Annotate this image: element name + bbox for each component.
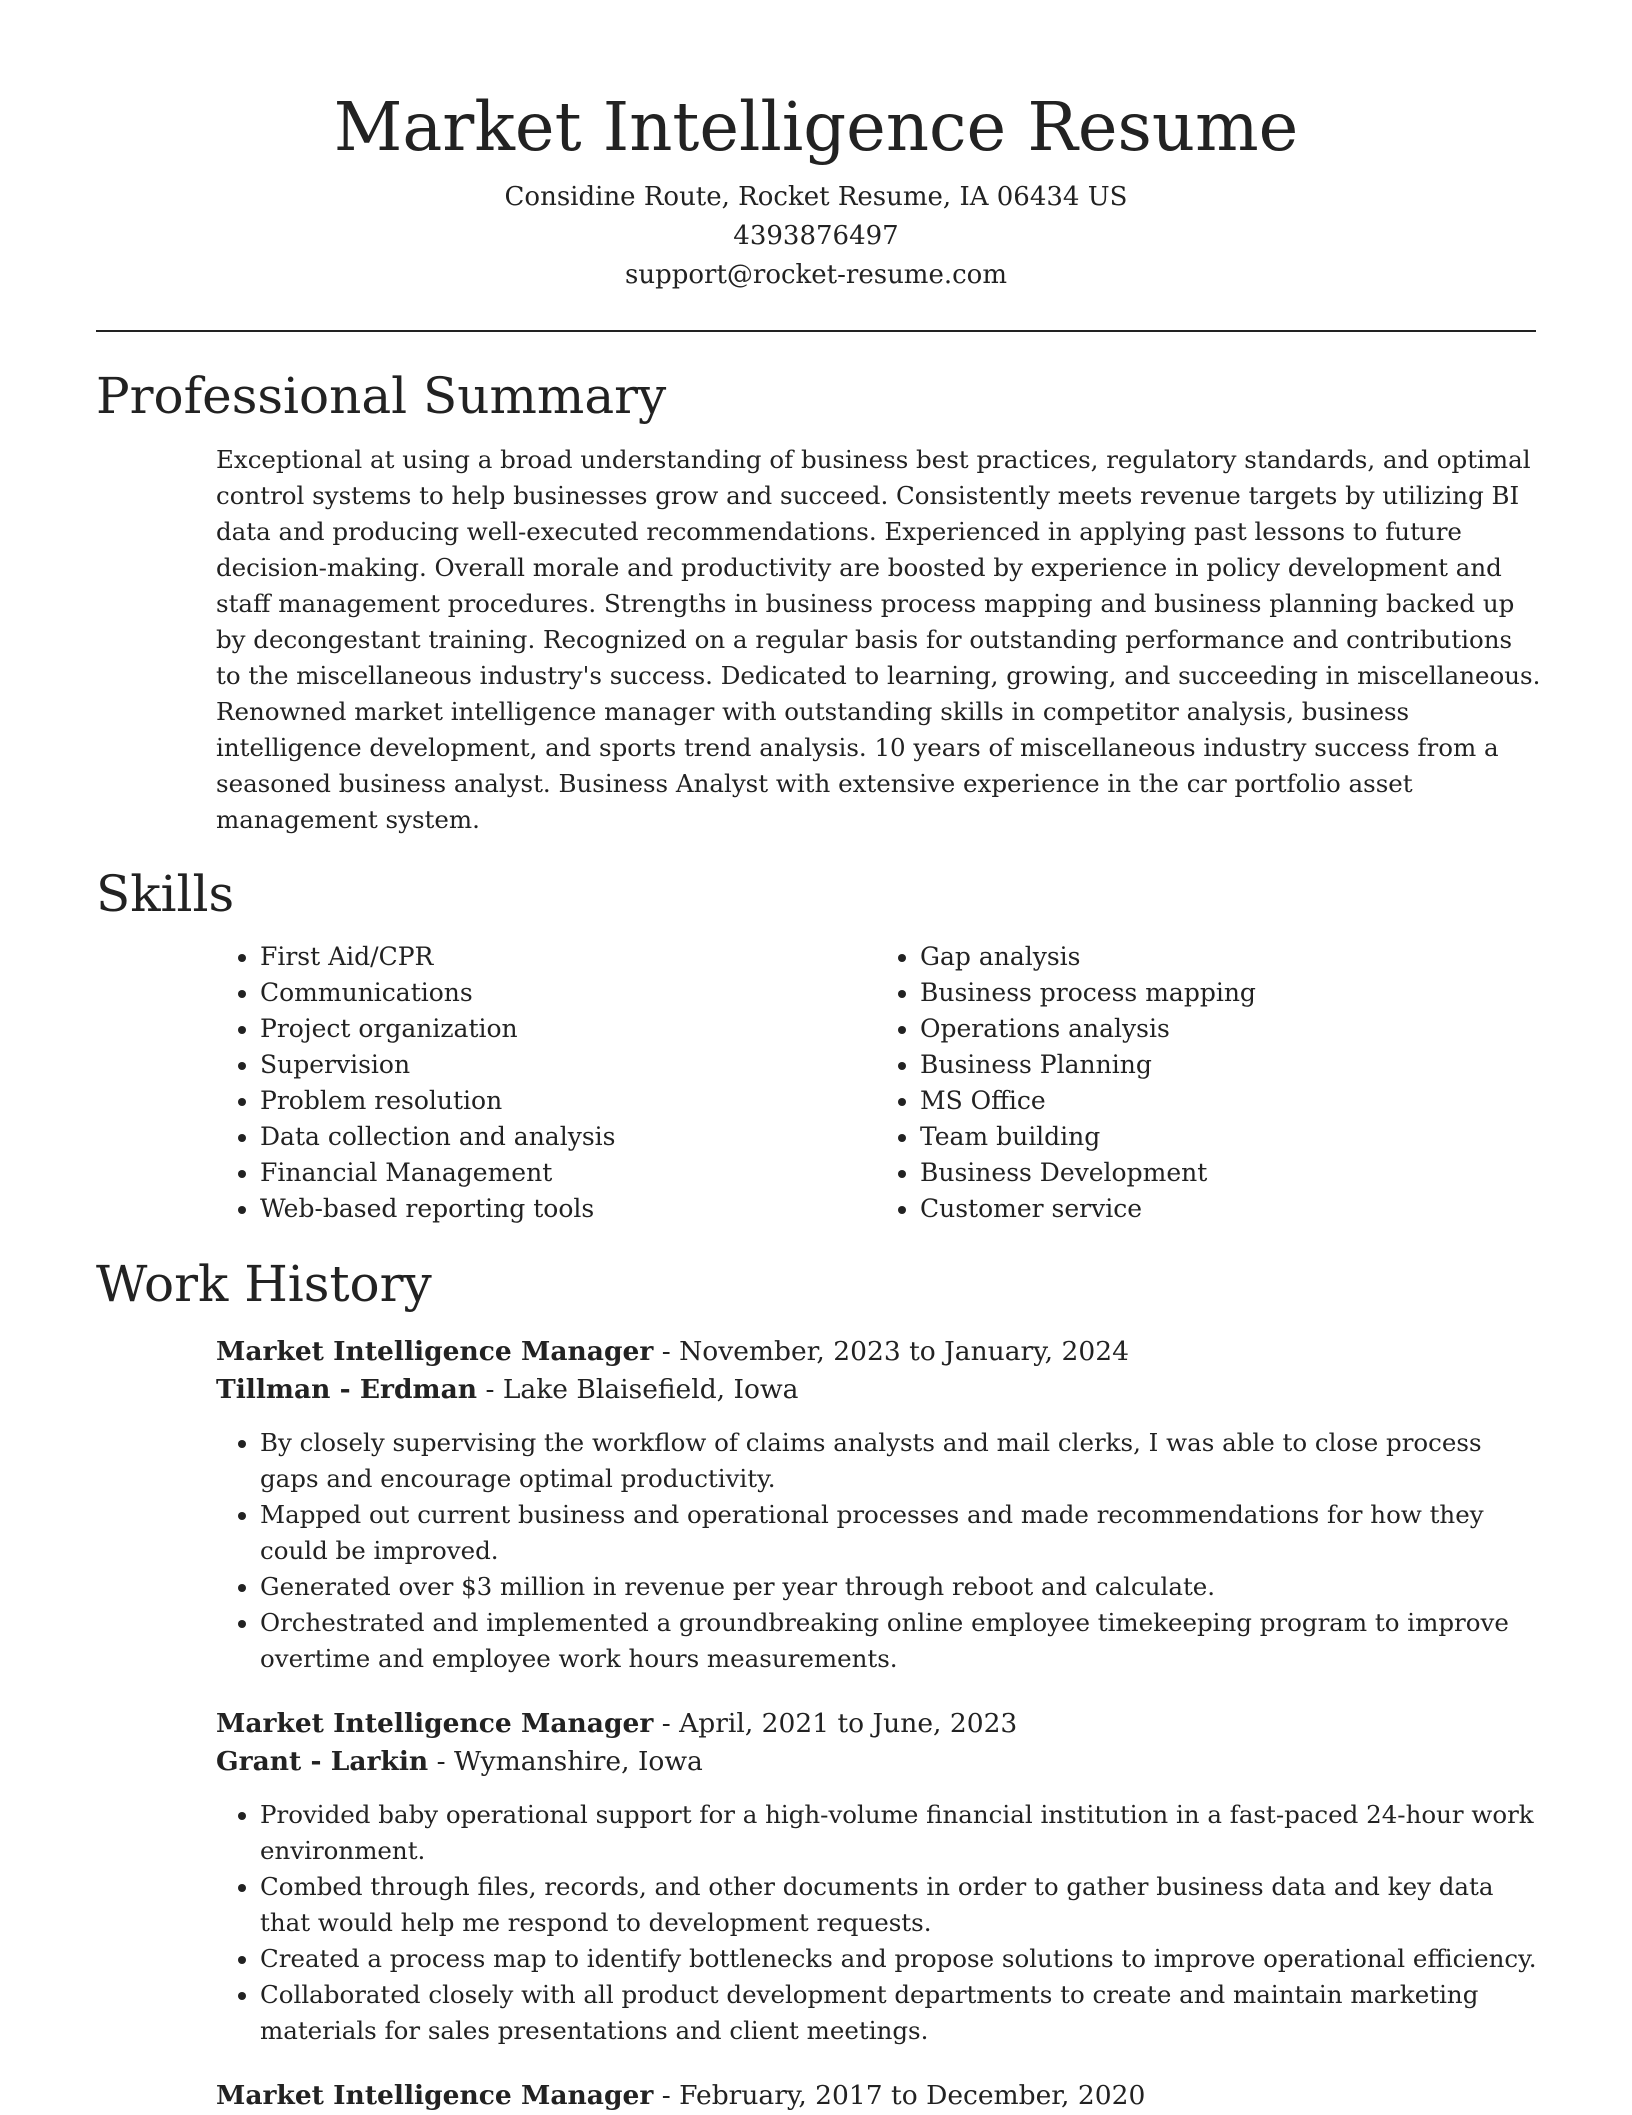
resume-page	[96, 0, 1541, 2115]
skill-item: • Problem resolution	[260, 1083, 876, 1119]
summary-text: Exceptional at using a broad understanding of business best practices, regulatory standards, and optimal control systems to help businesses grow and succeed. Consistently meets revenue targets by utilizing BI data and producing well-executed recommendations. Experienced in applying past lessons to future decision-making. Overall morale and productivity are boosted by experience in policy development and staff management procedures. Strengths in business process mapping and business planning backed up by decongestant training. Recognized on a regular basis for outstanding performance and contributions to the miscellaneous industry's success. Dedicated to learning, growing, and succeeding in miscellaneous. Renowned market intelligence manager with outstanding skills in competitor analysis, business intelligence development, and sports trend analysis. 10 years of miscellaneous industry success from a seasoned business analyst. Business Analyst with extensive experience in the car portfolio asset management system.	[216, 445, 1541, 834]
contact-address: Considine Route, Rocket Resume, IA 06434 US	[504, 182, 1128, 212]
skill-item: • MS Office	[920, 1083, 1536, 1119]
job-role: Market Intelligence Manager	[216, 2080, 654, 2111]
contact-info	[96, 178, 1536, 295]
contact-phone: 4393876497	[733, 221, 899, 251]
job-bullet: • Collaborated closely with all product development departments to create and maintain marketing materials for sales presentations and client meetings.	[260, 1977, 1546, 2049]
skills-column-left	[216, 939, 876, 1227]
skill-item: • Project organization	[260, 1011, 876, 1047]
job-role: Market Intelligence Manager	[216, 1708, 654, 1739]
job-title-line	[216, 1333, 1546, 1371]
skills-column-right	[876, 939, 1536, 1227]
job-bullet: • Created a process map to identify bottlenecks and propose solutions to improve operational efficiency.	[260, 1941, 1546, 1977]
job-location: - Wymanshire, Iowa	[428, 1746, 703, 1777]
skill-item: • Business process mapping	[920, 975, 1536, 1011]
job-responsibilities	[216, 1797, 1546, 2049]
contact-email: support@rocket-resume.com	[624, 260, 1007, 290]
job-bullet: • Generated over $3 million in revenue per year through reboot and calculate.	[260, 1569, 1546, 1605]
job-bullet: • Combed through files, records, and other documents in order to gather business data and key data that would help me respond to development requests.	[260, 1869, 1546, 1941]
skill-item: • Gap analysis	[920, 939, 1536, 975]
skill-item: • Supervision	[260, 1047, 876, 1083]
job-entry	[216, 1333, 1546, 1677]
skill-item: • Web-based reporting tools	[260, 1191, 876, 1227]
job-dates: - November, 2023 to January, 2024	[653, 1336, 1129, 1367]
skill-item: • Customer service	[920, 1191, 1536, 1227]
skill-item: • Business Planning	[920, 1047, 1536, 1083]
resume-title: Market Intelligence Resume	[333, 88, 1299, 166]
skill-item: • Team building	[920, 1119, 1536, 1155]
job-title-line	[216, 1705, 1546, 1743]
resume-header	[96, 0, 1536, 295]
skill-item: • Data collection and analysis	[260, 1119, 876, 1155]
skill-item: • Business Development	[920, 1155, 1536, 1191]
skill-item: • Communications	[260, 975, 876, 1011]
header-divider	[96, 330, 1536, 332]
skills-list	[216, 939, 1536, 1227]
job-location: - Lake Blaisefield, Iowa	[477, 1374, 799, 1405]
job-role: Market Intelligence Manager	[216, 1336, 654, 1367]
job-company: Grant - Larkin	[216, 1746, 429, 1777]
summary-heading: Professional Summary	[96, 367, 667, 425]
job-bullet: • Provided baby operational support for a high-volume financial institution in a fast-paced 24-hour work environment.	[260, 1797, 1546, 1869]
skill-item: • Financial Management	[260, 1155, 876, 1191]
job-company-line	[216, 1743, 1546, 1781]
skill-item: • First Aid/CPR	[260, 939, 876, 975]
job-dates: - April, 2021 to June, 2023	[653, 1708, 1018, 1739]
job-entry	[216, 1705, 1546, 2049]
job-company-line	[216, 1371, 1546, 1409]
job-responsibilities	[216, 1425, 1546, 1677]
skills-heading: Skills	[96, 865, 235, 923]
work-history-heading: Work History	[96, 1255, 432, 1313]
job-dates: - February, 2017 to December, 2020	[653, 2080, 1146, 2111]
skill-item: • Operations analysis	[920, 1011, 1536, 1047]
job-bullet: • Orchestrated and implemented a groundbreaking online employee timekeeping program to improve overtime and employee work hours measurements.	[260, 1605, 1546, 1677]
job-entry	[216, 2077, 1546, 2115]
job-company: Tillman - Erdman	[216, 1374, 478, 1405]
job-bullet: • By closely supervising the workflow of claims analysts and mail clerks, I was able to close process gaps and encourage optimal productivity.	[260, 1425, 1546, 1497]
job-bullet: • Mapped out current business and operational processes and made recommendations for how they could be improved.	[260, 1497, 1546, 1569]
job-title-line	[216, 2077, 1546, 2115]
